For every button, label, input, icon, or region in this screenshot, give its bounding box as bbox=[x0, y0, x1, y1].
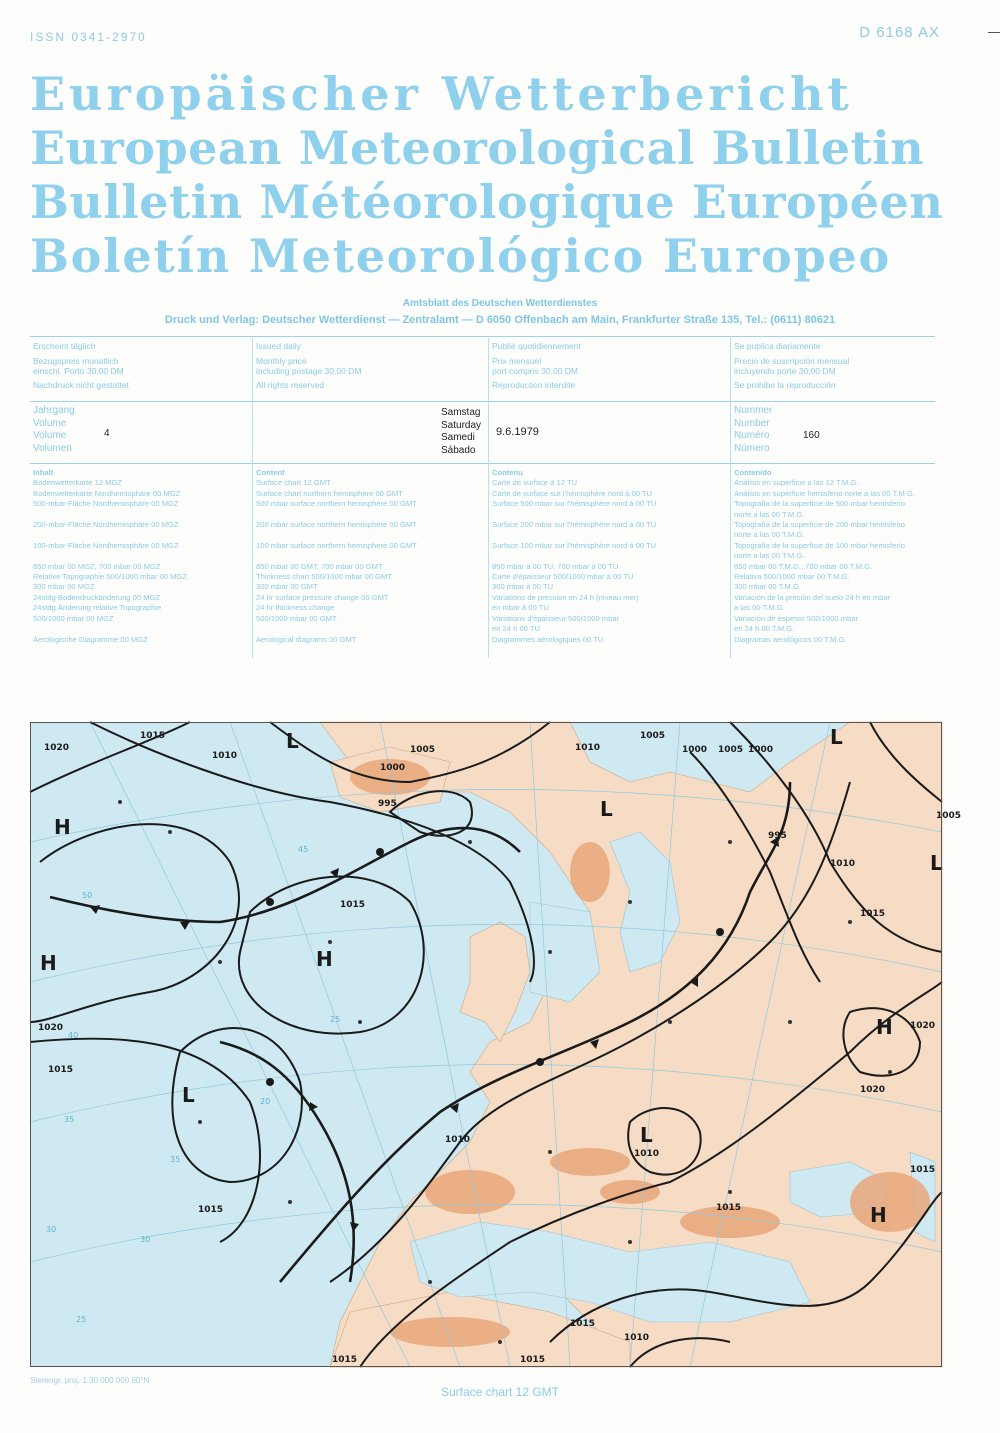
contents-line: Análisis en superficie hemisferio norte a las 00 T.M.G. bbox=[734, 488, 915, 498]
contents-line: 300 mbar 00 MGZ bbox=[33, 582, 95, 592]
info-english bbox=[256, 341, 361, 390]
latitude-label: 25 bbox=[330, 1015, 341, 1024]
isobar-label: 1015 bbox=[140, 731, 166, 741]
contents-line: Diagrammes aérologiques 00 TU bbox=[492, 634, 604, 644]
contents-line bbox=[33, 530, 187, 540]
divider bbox=[30, 401, 935, 402]
low-pressure-marker: L bbox=[830, 725, 843, 749]
contents-line: 850 mbar 00 T.M.G., 700 mbar 00 T.M.G. bbox=[734, 561, 873, 571]
isobar-label: 1015 bbox=[716, 1203, 742, 1213]
contents-line: 200 mbar surface northern hemisphere 00 GMT bbox=[256, 520, 417, 530]
contents-line bbox=[33, 510, 187, 520]
info-french bbox=[492, 341, 581, 390]
info-line: Bezugspreis monatlich bbox=[33, 355, 119, 366]
contents-line bbox=[33, 551, 187, 561]
info-line: Se publica diariamente bbox=[734, 341, 821, 351]
contents-line: Aerological diagrams 00 GMT bbox=[256, 634, 357, 644]
info-label: port compris bbox=[492, 366, 539, 376]
contents-line: 24stdg Bodendruckänderung 00 MGZ bbox=[33, 592, 161, 602]
high-pressure-marker: H bbox=[316, 947, 333, 971]
title-french: Bulletin Météorologique Européen bbox=[30, 175, 944, 229]
title-english: European Meteorological Bulletin bbox=[30, 121, 925, 175]
isobar-label: 1015 bbox=[520, 1355, 546, 1365]
isobar-label: 995 bbox=[768, 831, 787, 841]
contents-line bbox=[492, 551, 656, 561]
contents-line: Relativa 500/1000 mbar 00 T.M.G. bbox=[734, 572, 850, 582]
warm-front-semicircle bbox=[266, 1078, 274, 1086]
info-line: Publié quotidiennement bbox=[492, 341, 581, 351]
isobar-label: 1010 bbox=[445, 1135, 471, 1145]
volume-value: 4 bbox=[104, 428, 110, 439]
isobar-label: 1010 bbox=[624, 1333, 650, 1343]
high-pressure-marker: H bbox=[40, 951, 57, 975]
isobar-label: 1020 bbox=[910, 1021, 936, 1031]
station-marker bbox=[628, 1240, 632, 1244]
day-label: Samstag bbox=[441, 407, 481, 418]
isobar-label: 1015 bbox=[570, 1319, 596, 1329]
info-line: All rights reserved bbox=[256, 379, 325, 390]
station-marker bbox=[628, 900, 632, 904]
contents-line: Thickness chart 500/1000 mbar 00 GMT bbox=[256, 572, 392, 582]
bulletin-code: D 6168 AX bbox=[859, 24, 940, 41]
contents-line: Surface chart northern hemisphere 00 GMT bbox=[256, 488, 403, 498]
info-line: Reproduction interdite bbox=[492, 379, 576, 390]
station-marker bbox=[328, 940, 332, 944]
contents-line: 200-mbar-Fläche Nordhemisphäre 00 MGZ bbox=[33, 520, 179, 530]
publisher-line: Druck und Verlag: Deutscher Wetterdienst — Zentralamt — D 6050 Offenbach am Main, Frankfurter Straße 135, Tel.: (0611) 80621 bbox=[164, 314, 836, 326]
contents-line: Content bbox=[256, 468, 285, 477]
number-label: Número bbox=[734, 442, 770, 454]
chart-title: Surface chart 12 GMT bbox=[440, 1385, 560, 1399]
contents-line: 300 mbar 00 T.M.G. bbox=[734, 582, 801, 592]
low-pressure-marker: L bbox=[930, 851, 943, 875]
contents-line: en 24 h 00 T.M.G. bbox=[734, 624, 795, 634]
isobar-label: 1015 bbox=[340, 900, 366, 910]
station-marker bbox=[168, 830, 172, 834]
column-divider bbox=[488, 338, 489, 658]
contents-german bbox=[33, 468, 187, 645]
terrain-patch bbox=[570, 842, 610, 902]
contents-line: Variations d'épaisseur 500/1000 mbar bbox=[492, 613, 620, 623]
day-label: Samedi bbox=[441, 432, 475, 443]
price: 30,00 DM bbox=[798, 366, 836, 376]
station-marker bbox=[548, 950, 552, 954]
contents-line: Carte de surface sur l'hémisphère nord à 00 TU bbox=[492, 488, 653, 498]
projection-note: Stereogr. proj. 1:30 000 000 60°N bbox=[30, 1376, 150, 1385]
contents-line: Variación de la presión del suelo 24 h en mbar bbox=[734, 592, 891, 602]
station-marker bbox=[848, 920, 852, 924]
info-label: einschl. Porto bbox=[33, 366, 85, 376]
station-marker bbox=[358, 1020, 362, 1024]
contents-line bbox=[492, 510, 656, 520]
info-line bbox=[33, 366, 129, 377]
warm-front-semicircle bbox=[536, 1058, 544, 1066]
latitude-label: 30 bbox=[140, 1235, 151, 1244]
station-marker bbox=[468, 840, 472, 844]
title-german: Europäischer Wetterbericht bbox=[30, 67, 853, 121]
latitude-label: 45 bbox=[298, 845, 309, 854]
isobar-label: 1015 bbox=[198, 1205, 224, 1215]
isobar-label: 1005 bbox=[718, 745, 744, 755]
contents-line: 500/1000 mbar 00 GMT bbox=[256, 613, 337, 623]
contents-line: Relative Topographie 500/1000 mbar 00 MGZ bbox=[33, 572, 187, 582]
contents-line: 100-mbar-Fläche Nordhemisphäre 00 MGZ bbox=[33, 540, 179, 550]
info-line bbox=[256, 366, 361, 377]
price: 30,00 DM bbox=[86, 366, 124, 376]
contents-line: 500/1000 mbar 00 MGZ bbox=[33, 613, 114, 623]
isobar-label: 1010 bbox=[212, 751, 238, 761]
isobar-label: 1000 bbox=[748, 745, 774, 755]
isobar-label: 1010 bbox=[830, 859, 856, 869]
volume-label: Volume bbox=[33, 417, 67, 429]
issn-label: ISSN 0341-2970 bbox=[30, 30, 147, 44]
number-labels bbox=[734, 405, 772, 455]
terrain-patch bbox=[390, 1317, 510, 1347]
latitude-label: 40 bbox=[68, 1031, 79, 1040]
latitude-label: 25 bbox=[76, 1315, 87, 1324]
contents-line: Surface chart 12 GMT bbox=[256, 478, 331, 488]
isobar-label: 1015 bbox=[910, 1165, 936, 1175]
volume-label: Volume bbox=[33, 430, 67, 441]
contents-line: 500-mbar-Fläche Nordhemisphäre 00 MGZ bbox=[33, 499, 179, 509]
info-spanish bbox=[734, 341, 849, 390]
isobar-label: 1015 bbox=[48, 1065, 74, 1075]
contents-line: Carte d'épaisseur 500/1000 mbar à 00 TU bbox=[492, 572, 634, 582]
isobar-label: 1020 bbox=[38, 1023, 64, 1033]
station-marker bbox=[498, 1340, 502, 1344]
isobar-label: 1010 bbox=[575, 743, 601, 753]
station-marker bbox=[788, 1020, 792, 1024]
contents-line: Topografía de la superficie de 200 mbar hemisferio bbox=[734, 520, 905, 530]
volume-label: Jahrgang bbox=[33, 405, 75, 416]
info-line: Issued daily bbox=[256, 341, 301, 351]
isobar-label: 1005 bbox=[936, 811, 962, 821]
isobar-label: 1005 bbox=[410, 745, 436, 755]
warm-front-semicircle bbox=[376, 848, 384, 856]
isobar-label: 1000 bbox=[380, 763, 406, 773]
station-marker bbox=[198, 1120, 202, 1124]
latitude-label: 35 bbox=[170, 1155, 181, 1164]
info-line: Erscheint täglich bbox=[33, 341, 96, 351]
number-label: Number bbox=[734, 417, 770, 429]
contents-line: 24 hr surface pressure change 00 GMT bbox=[256, 592, 389, 602]
price: 30,00 DM bbox=[324, 366, 362, 376]
warm-front-semicircle bbox=[716, 928, 724, 936]
low-pressure-marker: L bbox=[286, 729, 299, 753]
station-marker bbox=[728, 840, 732, 844]
volume-labels bbox=[33, 405, 75, 455]
day-label: Saturday bbox=[441, 419, 482, 431]
latitude-label: 50 bbox=[82, 891, 93, 900]
high-pressure-marker: H bbox=[876, 1015, 893, 1039]
contents-line: norte a las 00 T.M.G. bbox=[734, 509, 805, 519]
contents-line: en mbar à 00 TU bbox=[492, 603, 549, 613]
column-divider bbox=[252, 338, 253, 658]
contents-line: norte a las 00 T.M.G. bbox=[734, 551, 805, 561]
amtsblatt-line: Amtsblatt des Deutschen Wetterdienstes bbox=[402, 298, 598, 309]
contents-line: 24 hr thickness change bbox=[256, 603, 335, 613]
column-divider bbox=[730, 338, 731, 658]
warm-front-semicircle bbox=[266, 898, 274, 906]
day-label: Sábado bbox=[441, 444, 476, 456]
contents-line: 500 mbar surface northern hemisphere 00 GMT bbox=[256, 499, 417, 509]
station-marker bbox=[118, 800, 122, 804]
low-pressure-marker: L bbox=[182, 1083, 195, 1107]
contents-line: Surface 200 mbar sur l'hémisphère nord à 00 TU bbox=[492, 520, 657, 530]
price: 30,00 DM bbox=[541, 366, 578, 376]
station-marker bbox=[548, 1150, 552, 1154]
contents-line: Bodenwetterkarte Nordhemisphäre 00 MGZ bbox=[33, 488, 181, 498]
low-pressure-marker: L bbox=[640, 1123, 653, 1147]
number-label: Numéro bbox=[734, 430, 770, 441]
issue-date: 9.6.1979 bbox=[496, 426, 539, 438]
contents-line: 300 mbar à 00 TU bbox=[492, 582, 554, 592]
latitude-label: 30 bbox=[46, 1225, 57, 1234]
contents-line: Topografía de la superficie de 500 mbar hemisferio bbox=[734, 499, 905, 509]
contents-line bbox=[256, 551, 417, 561]
isobar-label: 1005 bbox=[640, 731, 666, 741]
contents-line: 24stdg Änderung relative Topographie bbox=[33, 603, 162, 613]
info-label: incluyendo porte bbox=[734, 366, 797, 376]
terrain-patch bbox=[425, 1170, 515, 1214]
contents-line: Surface 100 mbar sur l'hémisphère nord à 00 TU bbox=[492, 540, 657, 550]
station-marker bbox=[668, 1020, 672, 1024]
contents-line: norte a las 00 T.M.G. bbox=[734, 530, 805, 540]
latitude-label: 35 bbox=[64, 1115, 75, 1124]
info-line: Prix mensuel bbox=[492, 355, 542, 366]
info-line: Monthly price bbox=[256, 355, 307, 366]
station-marker bbox=[288, 1200, 292, 1204]
contents-line: Contenu bbox=[492, 468, 523, 477]
high-pressure-marker: H bbox=[54, 815, 71, 839]
isobar-label: 1000 bbox=[682, 745, 708, 755]
contents-spanish bbox=[734, 468, 915, 645]
contents-line: Inhalt bbox=[33, 468, 54, 477]
contents-line: 850 mbar 00 GMT, 700 mbar 00 GMT bbox=[256, 561, 383, 571]
contents-line: Variations de pression en 24 h (niveau mer) bbox=[492, 592, 639, 602]
contents-line bbox=[492, 530, 656, 540]
contents-line bbox=[33, 624, 187, 634]
contents-line: Carte de surface à 12 TU bbox=[492, 478, 578, 488]
station-marker bbox=[888, 1070, 892, 1074]
day-labels bbox=[441, 407, 481, 457]
info-line: Se prohibe la reproducción bbox=[734, 379, 836, 390]
isobar-label: 1010 bbox=[634, 1149, 660, 1159]
divider bbox=[30, 463, 935, 464]
contents-line: Contenido bbox=[734, 468, 772, 477]
contents-french bbox=[492, 468, 656, 645]
contents-line: Surface 500 mbar sur l'hémisphère nord à 00 TU bbox=[492, 499, 657, 509]
surface-weather-map bbox=[30, 722, 962, 1367]
edge-mark bbox=[988, 32, 1000, 33]
station-marker bbox=[428, 1280, 432, 1284]
contents-line: 850 mbar à 00 TU, 700 mbar à 00 TU bbox=[492, 561, 619, 571]
isobar-label: 1020 bbox=[44, 743, 70, 753]
contents-line: Análisis en superficie a las 12 T.M.G. bbox=[734, 478, 859, 488]
contents-english bbox=[256, 468, 417, 645]
latitude-label: 20 bbox=[260, 1097, 271, 1106]
contents-line: Topografía de la superficie de 100 mbar hemisferio bbox=[734, 540, 905, 550]
divider bbox=[30, 336, 935, 337]
contents-line: Aerologische Diagramme 00 MGZ bbox=[33, 634, 148, 644]
terrain-patch bbox=[550, 1148, 630, 1176]
title-spanish: Boletín Meteorológico Europeo bbox=[30, 229, 892, 283]
info-line bbox=[734, 366, 849, 377]
volume-label: Volumen bbox=[33, 442, 72, 454]
isobar-label: 1015 bbox=[860, 909, 886, 919]
high-pressure-marker: H bbox=[870, 1203, 887, 1227]
contents-line bbox=[256, 510, 417, 520]
contents-line: Variación de espesor 500/1000 mbar bbox=[734, 613, 858, 623]
contents-line: Bodenwetterkarte 12 MGZ bbox=[33, 478, 123, 488]
info-line bbox=[492, 366, 581, 377]
info-german bbox=[33, 341, 129, 390]
number-label: Nummer bbox=[734, 405, 773, 416]
contents-line: 300 mbar 00 GMT bbox=[256, 582, 318, 592]
low-pressure-marker: L bbox=[600, 797, 613, 821]
isobar-label: 1015 bbox=[332, 1355, 358, 1365]
contents-line bbox=[256, 624, 417, 634]
contents-line: en 24 h 00 TU bbox=[492, 624, 540, 634]
info-line: Precio de suscripción mensual bbox=[734, 355, 850, 366]
contents-line: 100 mbar surface northern hemisphere 00 GMT bbox=[256, 540, 417, 550]
info-label: including postage bbox=[256, 366, 323, 376]
isobar-label: 1020 bbox=[860, 1085, 886, 1095]
contents-line: a las 00 T.M.G. bbox=[734, 603, 785, 613]
contents-line: Diagramas aerológicos 00 T.M.G. bbox=[734, 634, 847, 644]
issue-number: 160 bbox=[803, 430, 820, 441]
contents-line bbox=[256, 530, 417, 540]
station-marker bbox=[218, 960, 222, 964]
station-marker bbox=[728, 1190, 732, 1194]
isobar-label: 995 bbox=[378, 799, 397, 809]
contents-line: 850 mbar 00 MGZ, 700 mbar 00 MGZ bbox=[33, 561, 161, 571]
info-line: Nachdruck nicht gestattet bbox=[33, 379, 129, 390]
